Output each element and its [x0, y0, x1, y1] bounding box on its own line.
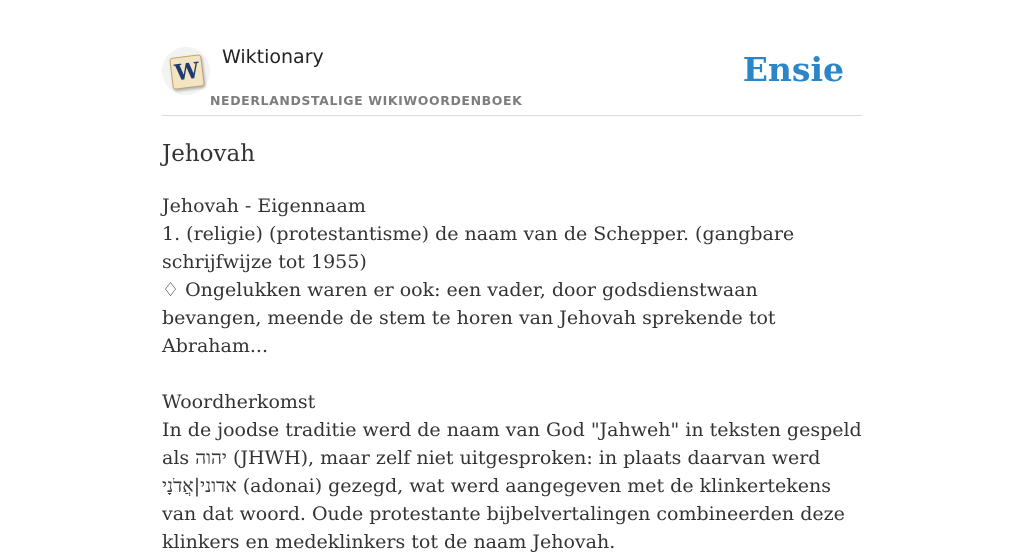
site-header	[162, 0, 862, 116]
site-subtitle: NEDERLANDSTALIGE WIKIWOORDENBOEK	[210, 93, 523, 108]
site-name[interactable]: Wiktionary	[222, 46, 324, 68]
page-title: Jehovah	[162, 141, 256, 167]
entry-definition: 1. (religie) (protestantisme) de naam van de Schepper. (gangbare schrijfwijze tot 1955)	[162, 223, 795, 273]
entry-content	[162, 138, 862, 556]
ensie-brand-link[interactable]: Ensie	[742, 50, 844, 89]
entry-example: ♢ Ongelukken waren er ook: een vader, door godsdienstwaan bevangen, meende de stem te horen van Jehovah sprekende tot Abraham...	[162, 279, 776, 357]
logo-letter: W	[173, 57, 201, 87]
paragraph-spacer	[162, 360, 862, 388]
etymology-heading: Woordherkomst	[162, 391, 316, 413]
logo-tile	[169, 54, 205, 90]
entry-text	[162, 192, 862, 556]
etymology-text: In de joodse traditie werd de naam van God "Jahweh" in teksten gespeld als יהוה (JHWH), maar zelf niet uitgesproken: in plaats daarvan werd אדוני|אֲדֹנָי (adonai) gezegd, wat werd aangegeven met de klinkertekens van dat woord. Oude protestante bijbelvertalingen combineerden deze klinkers en medeklinkers tot de naam Jehovah.	[162, 419, 862, 553]
entry-heading: Jehovah - Eigennaam	[162, 195, 366, 217]
wiktionary-logo-icon[interactable]	[162, 47, 210, 95]
